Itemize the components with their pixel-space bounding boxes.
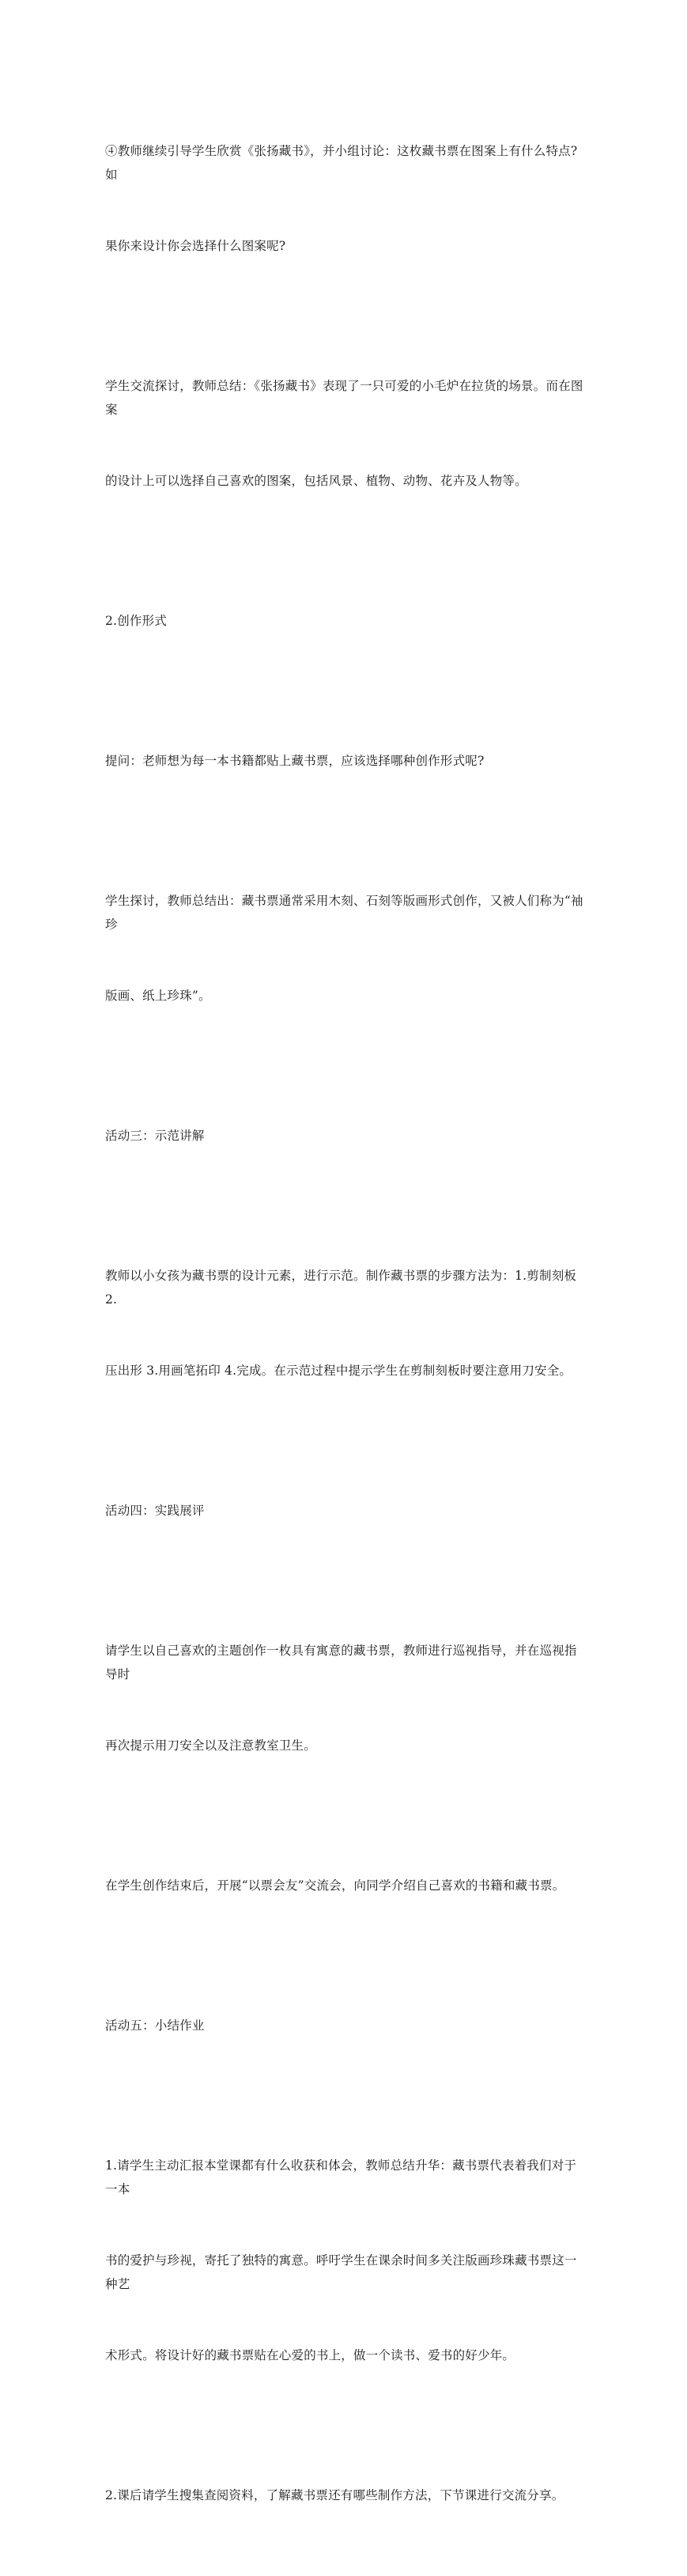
paragraph-homework	[105, 2436, 587, 2555]
text-line: 版画、纸上珍珠”。	[105, 989, 211, 1003]
text-line: 学生交流探讨，教师总结：《张扬藏书》表现了一只可爱的小毛炉在拉货的场景。而在图案	[105, 379, 583, 417]
text-line: 学生探讨，教师总结出：藏书票通常采用木刻、石刻等版画形式创作，又被人们称为“袖珍	[105, 894, 583, 932]
paragraph-question	[105, 702, 587, 820]
text-line: 活动五：小结作业	[105, 2018, 205, 2033]
text-line: 果你来设计你会选择什么图案呢?	[105, 239, 286, 253]
section-heading-activity-four	[105, 1451, 587, 1570]
document-body	[105, 92, 587, 2576]
section-heading-activity-five	[105, 1966, 587, 2085]
section-heading-activity-three	[105, 1076, 587, 1195]
text-line: 提问：老师想为每一本书籍都贴上藏书票，应该选择哪种创作形式呢?	[105, 754, 485, 768]
text-line: ④教师继续引导学生欣赏《张扬藏书》，并小组讨论：这枚藏书票在图案上有什么特点?如	[105, 144, 578, 182]
text-line: 1.请学生主动汇报本堂课都有什么收获和体会，教师总结升华：藏书票代表着我们对于一本	[105, 2158, 577, 2196]
text-line: 活动三：示范讲解	[105, 1129, 205, 1143]
text-line: 的设计上可以选择自己喜欢的图案，包括风景、植物、动物、花卉及人物等。	[105, 474, 527, 488]
paragraph-student-discussion	[105, 842, 587, 1055]
text-line: 再次提示用刀安全以及注意教室卫生。	[105, 1738, 316, 1753]
text-line: 书的爱护与珍视，寄托了独特的寓意。呼吁学生在课余时间多关注版画珍珠藏书票这一种艺	[105, 2253, 577, 2291]
paragraph-demonstration	[105, 1216, 587, 1430]
paragraph-appreciation-question	[105, 92, 587, 305]
text-line: 2.课后请学生搜集查阅资料，了解藏书票还有哪些制作方法，下节课进行交流分享。	[105, 2488, 564, 2502]
text-line: 在学生创作结束后，开展“以票会友”交流会，向同学介绍自己喜欢的书籍和藏书票。	[105, 1878, 565, 1893]
paragraph-teacher-summary	[105, 327, 587, 540]
text-line: 2.创作形式	[105, 614, 167, 628]
paragraph-practice	[105, 1591, 587, 1805]
text-line: 术形式。将设计好的藏书票贴在心爱的书上，做一个读书、爱书的好少年。	[105, 2348, 515, 2362]
text-line: 压出形 3.用画笔拓印 4.完成。在示范过程中提示学生在剪制刻板时要注意用刀安全。	[105, 1364, 572, 1378]
text-line: 教师以小女孩为藏书票的设计元素，进行示范。制作藏书票的步骤方法为：1.剪制刻板 2.	[105, 1269, 581, 1307]
text-line: 请学生以自己喜欢的主题创作一枚具有寓意的藏书票，教师进行巡视指导，并在巡视指导时	[105, 1644, 577, 1681]
section-heading-creation-form	[105, 562, 587, 680]
paragraph-summary-one	[105, 2106, 587, 2415]
paragraph-exchange-meeting	[105, 1826, 587, 1945]
text-line: 活动四：实践展评	[105, 1504, 205, 1518]
